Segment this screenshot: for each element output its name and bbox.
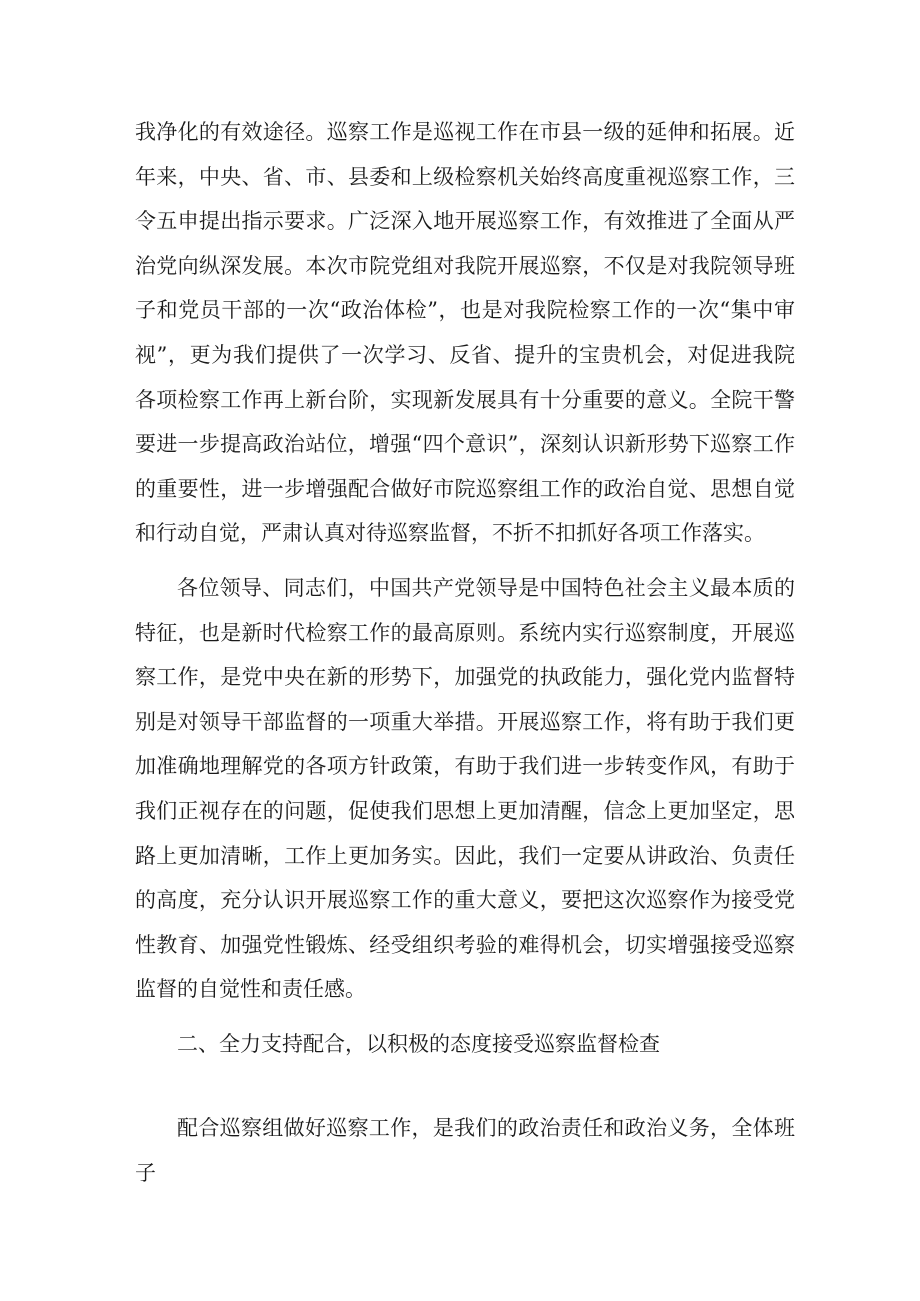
section-heading: 二、全力支持配合，以积极的态度接受巡察监督检查 <box>177 1032 660 1056</box>
body-paragraph-3: 配合巡察组做好巡察工作，是我们的政治责任和政治义务，全体班子 <box>135 1116 795 1185</box>
body-paragraph-1: 我净化的有效途径。巡察工作是巡视工作在市县一级的延伸和拓展。近年来，中央、省、市、县委和上级检察机关始终高度重视巡察工作，三令五申提出指示要求。广泛深入地开展巡察工作，有效推进了全面从严治党向纵深发展。本次市院党组对我院开展巡察，不仅是对我院领导班子和党员干部的一次“政治体检”，也是对我院检察工作的一次“集中审视”，更为我们提供了一次学习、反省、提升的宝贵机会，对促进我院各项检察工作再上新台阶，实现新发展具有十分重要的意义。全院干警要进一步提高政治站位，增强“四个意识”，深刻认识新形势下巡察工作的重要性，进一步增强配合做好市院巡察组工作的政治自觉、思想自觉和行动自觉，严肃认真对待巡察监督，不折不扣抓好各项工作落实。 <box>135 120 795 546</box>
body-paragraph-2: 各位领导、同志们，中国共产党领导是中国特色社会主义最本质的特征，也是新时代检察工作的最高原则。系统内实行巡察制度，开展巡察工作，是党中央在新的形势下，加强党的执政能力，强化党内监督特别是对领导干部监督的一项重大举措。开展巡察工作，将有助于我们更加准确地理解党的各项方针政策，有助于我们进一步转变作风，有助于我们正视存在的问题，促使我们思想上更加清醒，信念上更加坚定，思路上更加清晰，工作上更加务实。因此，我们一定要从讲政治、负责任的高度，充分认识开展巡察工作的重大意义，要把这次巡察作为接受党性教育、加强党性锻炼、经受组织考验的难得机会，切实增强接受巡察监督的自觉性和责任感。 <box>135 576 795 1002</box>
